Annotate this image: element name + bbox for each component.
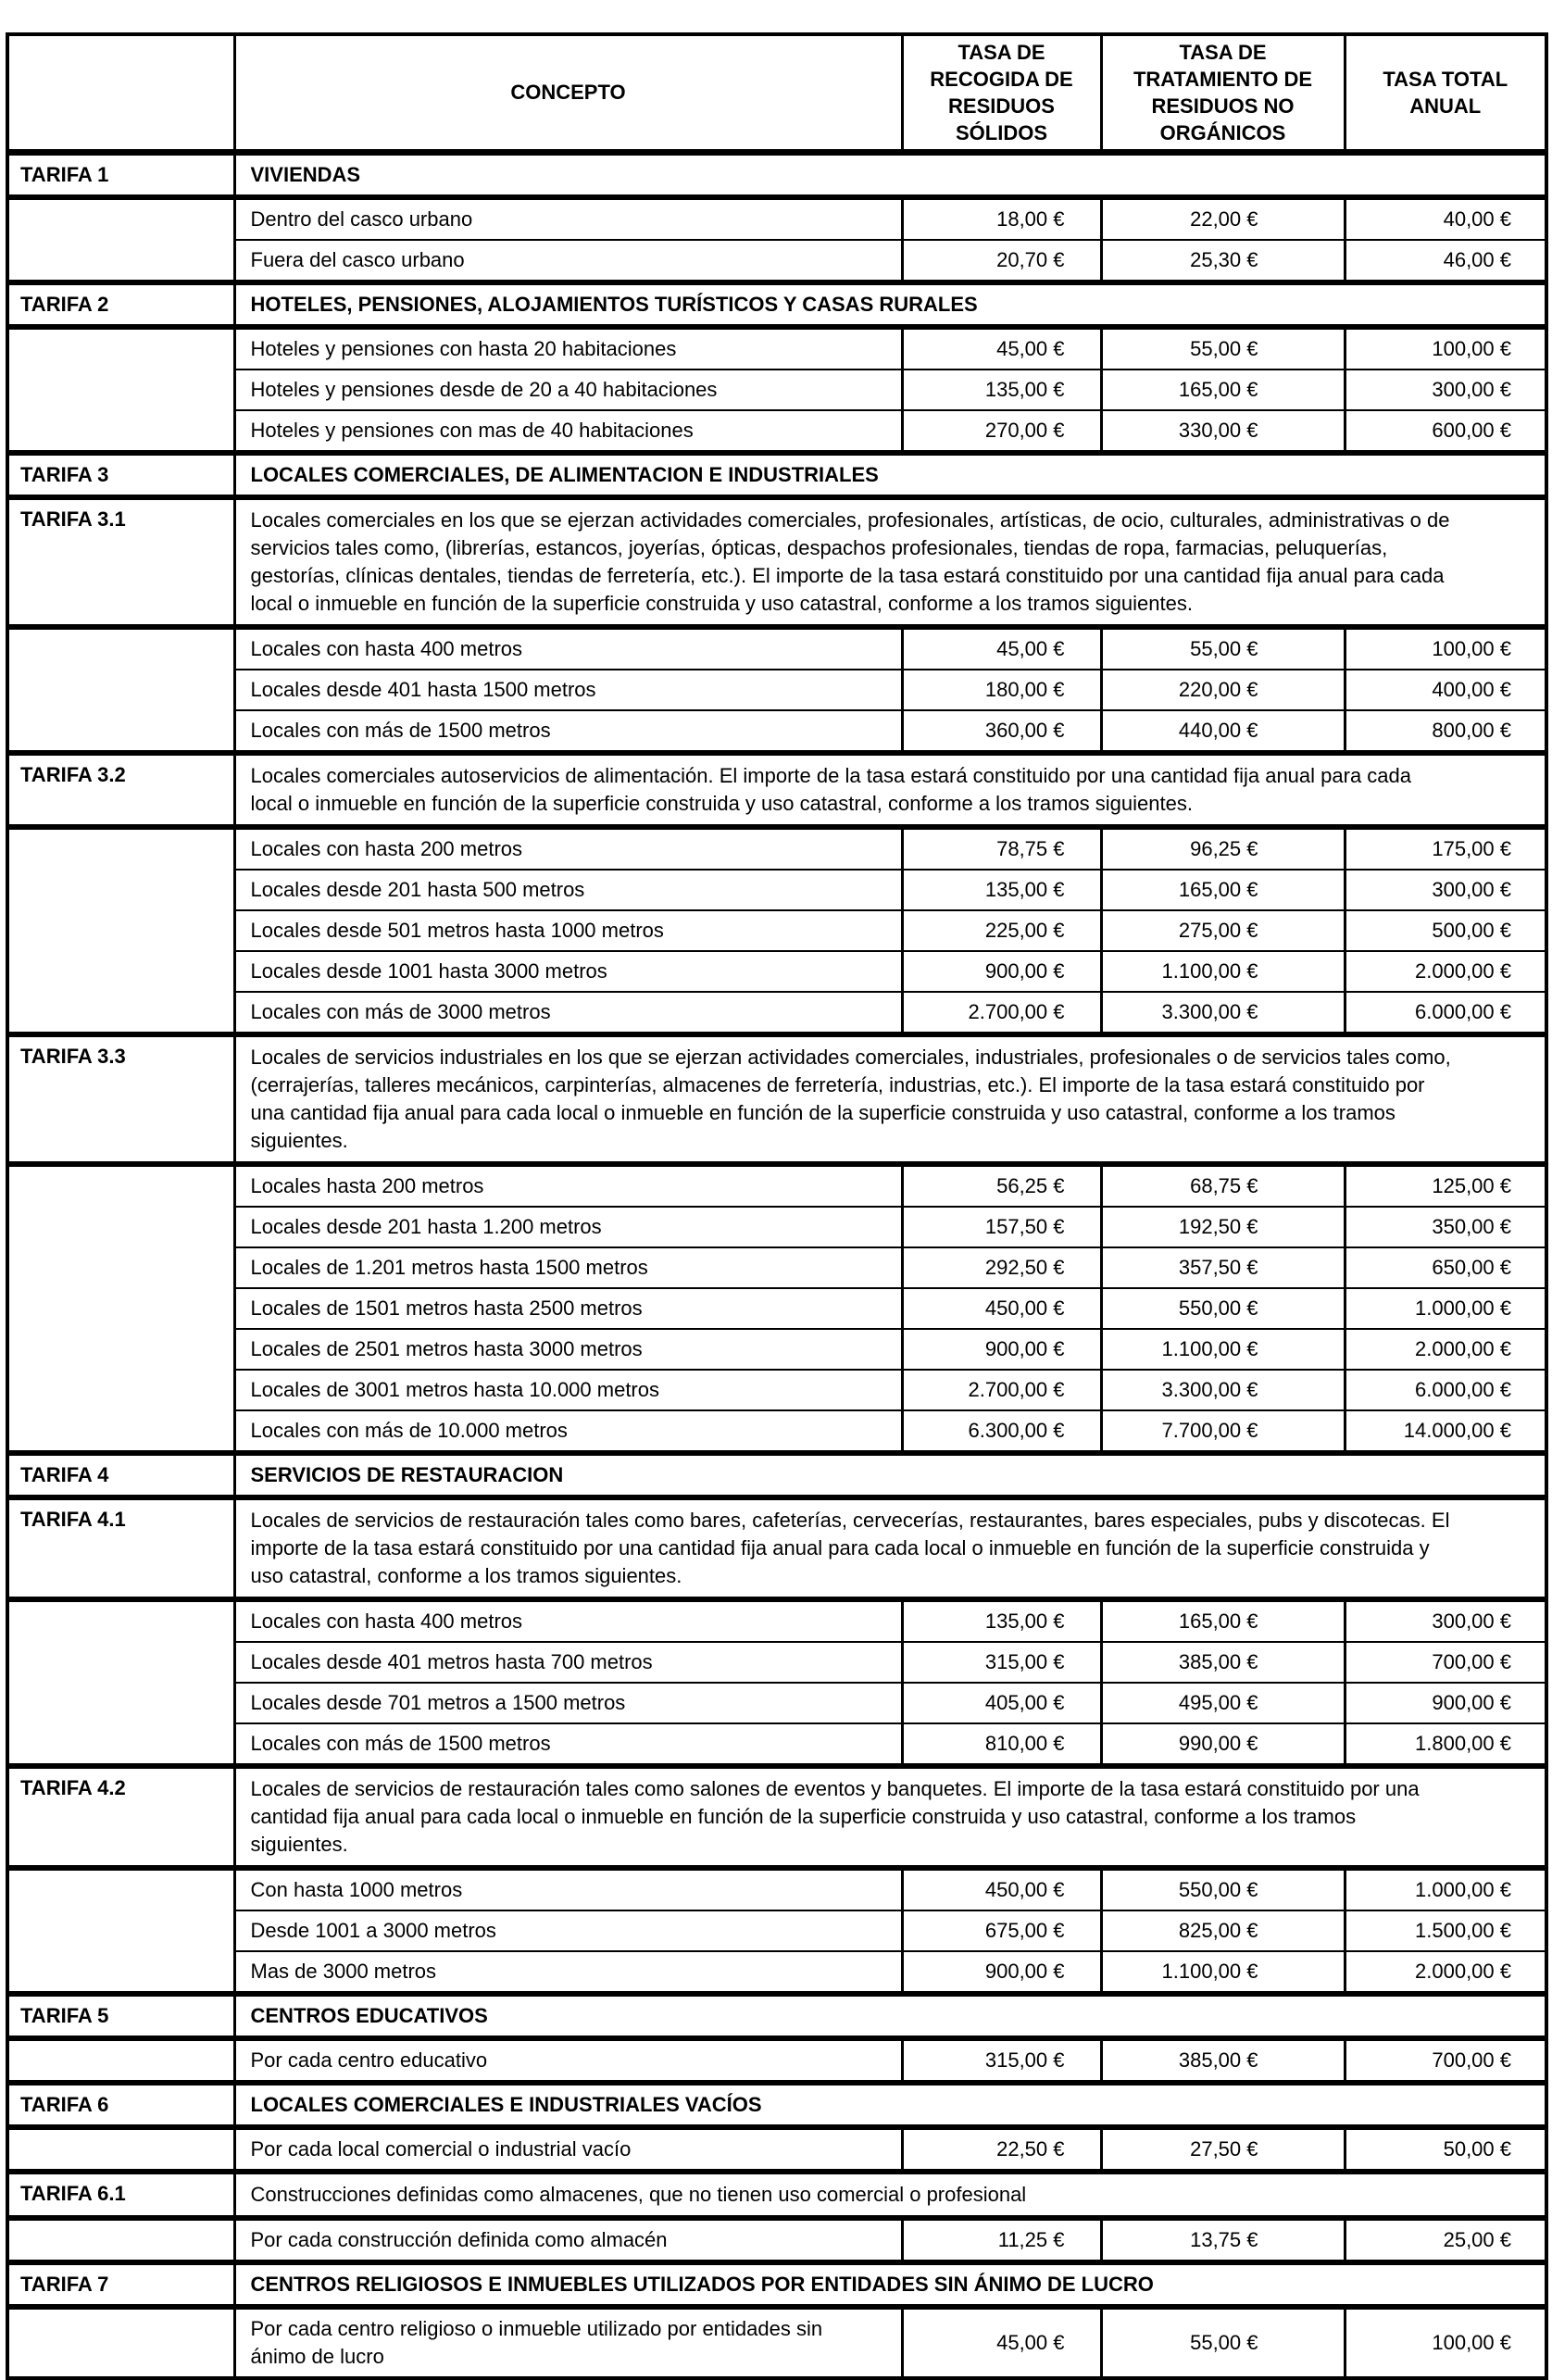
table-row bbox=[7, 2218, 1546, 2262]
tarifa-label: TARIFA 3.2 bbox=[7, 753, 234, 827]
concept-cell: Locales desde 401 hasta 1500 metros bbox=[234, 670, 902, 710]
concept-cell: Por cada construcción definida como almacén bbox=[234, 2218, 902, 2262]
spacer-cell bbox=[7, 2127, 234, 2172]
tarifa-label: TARIFA 4.2 bbox=[7, 1766, 234, 1868]
total-value-cell: 125,00 € bbox=[1345, 1164, 1546, 1207]
recogida-value-cell: 2.700,00 € bbox=[902, 992, 1101, 1034]
recogida-value-cell: 135,00 € bbox=[902, 370, 1101, 410]
table-header bbox=[7, 34, 1546, 153]
recogida-value-cell: 157,50 € bbox=[902, 1207, 1101, 1247]
table-body bbox=[7, 153, 1546, 2379]
section-title-row bbox=[7, 2083, 1546, 2127]
table-row bbox=[7, 1410, 1546, 1453]
tratamiento-value-cell: 68,75 € bbox=[1101, 1164, 1345, 1207]
tratamiento-value-cell: 3.300,00 € bbox=[1101, 1370, 1345, 1410]
section-description: Locales de servicios de restauración tales como salones de eventos y banquetes. El importe de la tasa estará constituido por una cantidad fija anual para cada local o inmueble en función de la superficie construida y uso catastral, conforme a los tramos siguientes. bbox=[234, 1766, 1546, 1868]
tarifa-label: TARIFA 3.1 bbox=[7, 497, 234, 627]
recogida-value-cell: 292,50 € bbox=[902, 1247, 1101, 1288]
tratamiento-value-cell: 385,00 € bbox=[1101, 1642, 1345, 1683]
tarifa-label: TARIFA 7 bbox=[7, 2262, 234, 2307]
tarifa-label: TARIFA 3.3 bbox=[7, 1034, 234, 1164]
tratamiento-value-cell: 13,75 € bbox=[1101, 2218, 1345, 2262]
recogida-value-cell: 78,75 € bbox=[902, 827, 1101, 870]
total-value-cell: 2.000,00 € bbox=[1345, 1951, 1546, 1994]
tarifa-label: TARIFA 5 bbox=[7, 1994, 234, 2038]
spacer-cell bbox=[7, 827, 234, 1034]
table-row bbox=[7, 1951, 1546, 1994]
total-value-cell: 500,00 € bbox=[1345, 910, 1546, 951]
recogida-value-cell: 45,00 € bbox=[902, 2307, 1101, 2378]
recogida-value-cell: 2.700,00 € bbox=[902, 1370, 1101, 1410]
section-title: HOTELES, PENSIONES, ALOJAMIENTOS TURÍSTICOS Y CASAS RURALES bbox=[234, 282, 1546, 327]
col-header-total: TASA TOTAL ANUAL bbox=[1345, 34, 1546, 153]
spacer-cell bbox=[7, 327, 234, 453]
recogida-value-cell: 405,00 € bbox=[902, 1683, 1101, 1723]
total-value-cell: 800,00 € bbox=[1345, 710, 1546, 753]
concept-cell: Locales con más de 1500 metros bbox=[234, 1723, 902, 1766]
table-row bbox=[7, 710, 1546, 753]
concept-cell: Locales desde 201 hasta 1.200 metros bbox=[234, 1207, 902, 1247]
table-row bbox=[7, 1207, 1546, 1247]
table-row bbox=[7, 197, 1546, 240]
recogida-value-cell: 18,00 € bbox=[902, 197, 1101, 240]
total-value-cell: 300,00 € bbox=[1345, 1599, 1546, 1642]
section-title-row bbox=[7, 153, 1546, 198]
recogida-value-cell: 675,00 € bbox=[902, 1910, 1101, 1951]
table-row bbox=[7, 327, 1546, 370]
table-row bbox=[7, 2038, 1546, 2083]
section-description-row bbox=[7, 753, 1546, 827]
fee-table bbox=[6, 32, 1548, 2380]
tratamiento-value-cell: 990,00 € bbox=[1101, 1723, 1345, 1766]
tratamiento-value-cell: 1.100,00 € bbox=[1101, 1951, 1345, 1994]
total-value-cell: 14.000,00 € bbox=[1345, 1410, 1546, 1453]
tratamiento-value-cell: 220,00 € bbox=[1101, 670, 1345, 710]
table-row bbox=[7, 370, 1546, 410]
spacer-cell bbox=[7, 2307, 234, 2378]
concept-cell: Hoteles y pensiones desde de 20 a 40 habitaciones bbox=[234, 370, 902, 410]
table-row bbox=[7, 1910, 1546, 1951]
tratamiento-value-cell: 25,30 € bbox=[1101, 240, 1345, 282]
recogida-value-cell: 900,00 € bbox=[902, 1329, 1101, 1370]
table-row bbox=[7, 1868, 1546, 1910]
col-header-recogida: TASA DE RECOGIDA DE RESIDUOS SÓLIDOS bbox=[902, 34, 1101, 153]
concept-cell: Locales desde 401 metros hasta 700 metros bbox=[234, 1642, 902, 1683]
total-value-cell: 50,00 € bbox=[1345, 2127, 1546, 2172]
total-value-cell: 175,00 € bbox=[1345, 827, 1546, 870]
recogida-value-cell: 225,00 € bbox=[902, 910, 1101, 951]
tratamiento-value-cell: 7.700,00 € bbox=[1101, 1410, 1345, 1453]
recogida-value-cell: 315,00 € bbox=[902, 2038, 1101, 2083]
concept-cell: Por cada local comercial o industrial vacío bbox=[234, 2127, 902, 2172]
total-value-cell: 40,00 € bbox=[1345, 197, 1546, 240]
col-header-concepto: CONCEPTO bbox=[234, 34, 902, 153]
tarifa-label: TARIFA 6 bbox=[7, 2083, 234, 2127]
tratamiento-value-cell: 27,50 € bbox=[1101, 2127, 1345, 2172]
concept-cell: Por cada centro educativo bbox=[234, 2038, 902, 2083]
spacer-cell bbox=[7, 2218, 234, 2262]
table-row bbox=[7, 2307, 1546, 2378]
tratamiento-value-cell: 550,00 € bbox=[1101, 1868, 1345, 1910]
concept-cell: Hoteles y pensiones con mas de 40 habitaciones bbox=[234, 410, 902, 453]
total-value-cell: 700,00 € bbox=[1345, 1642, 1546, 1683]
tratamiento-value-cell: 1.100,00 € bbox=[1101, 951, 1345, 992]
section-title: LOCALES COMERCIALES E INDUSTRIALES VACÍOS bbox=[234, 2083, 1546, 2127]
spacer-cell bbox=[7, 1868, 234, 1994]
tratamiento-value-cell: 1.100,00 € bbox=[1101, 1329, 1345, 1370]
tratamiento-value-cell: 495,00 € bbox=[1101, 1683, 1345, 1723]
table-row bbox=[7, 870, 1546, 910]
table-row bbox=[7, 2127, 1546, 2172]
tarifa-label: TARIFA 1 bbox=[7, 153, 234, 198]
concept-cell: Locales con más de 1500 metros bbox=[234, 710, 902, 753]
section-description: Locales comerciales autoservicios de alimentación. El importe de la tasa estará constituido por una cantidad fija anual para cada local o inmueble en función de la superficie construida y uso catastral, conforme a los tramos siguientes. bbox=[234, 753, 1546, 827]
concept-cell: Locales de 2501 metros hasta 3000 metros bbox=[234, 1329, 902, 1370]
total-value-cell: 1.000,00 € bbox=[1345, 1868, 1546, 1910]
section-description-row bbox=[7, 2172, 1546, 2218]
section-title: CENTROS EDUCATIVOS bbox=[234, 1994, 1546, 2038]
table-row bbox=[7, 827, 1546, 870]
concept-cell: Locales de 1.201 metros hasta 1500 metros bbox=[234, 1247, 902, 1288]
total-value-cell: 6.000,00 € bbox=[1345, 992, 1546, 1034]
section-title: LOCALES COMERCIALES, DE ALIMENTACION E INDUSTRIALES bbox=[234, 453, 1546, 497]
table-row bbox=[7, 670, 1546, 710]
spacer-cell bbox=[7, 1599, 234, 1766]
table-row bbox=[7, 1164, 1546, 1207]
table-row bbox=[7, 1288, 1546, 1329]
table-row bbox=[7, 1370, 1546, 1410]
recogida-value-cell: 900,00 € bbox=[902, 951, 1101, 992]
table-row bbox=[7, 410, 1546, 453]
recogida-value-cell: 450,00 € bbox=[902, 1868, 1101, 1910]
concept-cell: Locales desde 701 metros a 1500 metros bbox=[234, 1683, 902, 1723]
section-description-row bbox=[7, 1766, 1546, 1868]
spacer-cell bbox=[7, 197, 234, 282]
section-title: SERVICIOS DE RESTAURACION bbox=[234, 1453, 1546, 1497]
tratamiento-value-cell: 165,00 € bbox=[1101, 870, 1345, 910]
recogida-value-cell: 56,25 € bbox=[902, 1164, 1101, 1207]
total-value-cell: 1.800,00 € bbox=[1345, 1723, 1546, 1766]
table-row bbox=[7, 1642, 1546, 1683]
recogida-value-cell: 450,00 € bbox=[902, 1288, 1101, 1329]
concept-cell: Locales con hasta 400 metros bbox=[234, 1599, 902, 1642]
tratamiento-value-cell: 192,50 € bbox=[1101, 1207, 1345, 1247]
total-value-cell: 46,00 € bbox=[1345, 240, 1546, 282]
concept-cell: Mas de 3000 metros bbox=[234, 1951, 902, 1994]
table-row bbox=[7, 240, 1546, 282]
recogida-value-cell: 11,25 € bbox=[902, 2218, 1101, 2262]
tratamiento-value-cell: 357,50 € bbox=[1101, 1247, 1345, 1288]
concept-cell: Fuera del casco urbano bbox=[234, 240, 902, 282]
concept-cell: Dentro del casco urbano bbox=[234, 197, 902, 240]
col-header-tratamiento: TASA DE TRATAMIENTO DE RESIDUOS NO ORGÁNICOS bbox=[1101, 34, 1345, 153]
total-value-cell: 900,00 € bbox=[1345, 1683, 1546, 1723]
concept-cell: Locales desde 501 metros hasta 1000 metros bbox=[234, 910, 902, 951]
concept-cell: Desde 1001 a 3000 metros bbox=[234, 1910, 902, 1951]
spacer-cell bbox=[7, 1164, 234, 1453]
table-row bbox=[7, 1723, 1546, 1766]
table-row bbox=[7, 627, 1546, 670]
section-description: Locales de servicios de restauración tales como bares, cafeterías, cervecerías, restaurantes, bares especiales, pubs y discotecas. El importe de la tasa estará constituido por una cantidad fija anual para cada local o inmueble en función de la superficie construida y uso catastral, conforme a los tramos siguientes. bbox=[234, 1497, 1546, 1599]
concept-cell: Locales de 1501 metros hasta 2500 metros bbox=[234, 1288, 902, 1329]
total-value-cell: 300,00 € bbox=[1345, 370, 1546, 410]
recogida-value-cell: 360,00 € bbox=[902, 710, 1101, 753]
concept-cell: Por cada centro religioso o inmueble utilizado por entidades sin ánimo de lucro bbox=[234, 2307, 902, 2378]
table-row bbox=[7, 1599, 1546, 1642]
section-title-row bbox=[7, 453, 1546, 497]
concept-cell: Locales con más de 3000 metros bbox=[234, 992, 902, 1034]
tratamiento-value-cell: 55,00 € bbox=[1101, 327, 1345, 370]
total-value-cell: 100,00 € bbox=[1345, 627, 1546, 670]
total-value-cell: 1.500,00 € bbox=[1345, 1910, 1546, 1951]
tarifa-label: TARIFA 6.1 bbox=[7, 2172, 234, 2218]
total-value-cell: 25,00 € bbox=[1345, 2218, 1546, 2262]
tratamiento-value-cell: 55,00 € bbox=[1101, 627, 1345, 670]
total-value-cell: 600,00 € bbox=[1345, 410, 1546, 453]
concept-cell: Locales desde 1001 hasta 3000 metros bbox=[234, 951, 902, 992]
section-title: CENTROS RELIGIOSOS E INMUEBLES UTILIZADOS POR ENTIDADES SIN ÁNIMO DE LUCRO bbox=[234, 2262, 1546, 2307]
tratamiento-value-cell: 275,00 € bbox=[1101, 910, 1345, 951]
total-value-cell: 400,00 € bbox=[1345, 670, 1546, 710]
corner-cell bbox=[7, 34, 234, 153]
section-title-row bbox=[7, 282, 1546, 327]
section-description: Construcciones definidas como almacenes, que no tienen uso comercial o profesional bbox=[234, 2172, 1546, 2218]
table-row bbox=[7, 1329, 1546, 1370]
section-description-row bbox=[7, 497, 1546, 627]
recogida-value-cell: 22,50 € bbox=[902, 2127, 1101, 2172]
tarifa-label: TARIFA 2 bbox=[7, 282, 234, 327]
tratamiento-value-cell: 550,00 € bbox=[1101, 1288, 1345, 1329]
total-value-cell: 650,00 € bbox=[1345, 1247, 1546, 1288]
concept-cell: Locales con más de 10.000 metros bbox=[234, 1410, 902, 1453]
recogida-value-cell: 315,00 € bbox=[902, 1642, 1101, 1683]
section-description: Locales comerciales en los que se ejerzan actividades comerciales, profesionales, artísticas, de ocio, culturales, administrativas o de servicios tales como, (librerías, estancos, joyerías, ópticas, despachos profesionales, tiendas de ropa, farmacias, peluquerías, gestorías, clínicas dentales, tiendas de ferretería, etc.). El importe de la tasa estará constituido por una cantidad fija anual para cada local o inmueble en función de la superficie construida y uso catastral, conforme a los tramos siguientes. bbox=[234, 497, 1546, 627]
tratamiento-value-cell: 96,25 € bbox=[1101, 827, 1345, 870]
section-title: VIVIENDAS bbox=[234, 153, 1546, 198]
recogida-value-cell: 900,00 € bbox=[902, 1951, 1101, 1994]
tratamiento-value-cell: 165,00 € bbox=[1101, 370, 1345, 410]
concept-cell: Con hasta 1000 metros bbox=[234, 1868, 902, 1910]
tratamiento-value-cell: 385,00 € bbox=[1101, 2038, 1345, 2083]
table-row bbox=[7, 910, 1546, 951]
recogida-value-cell: 20,70 € bbox=[902, 240, 1101, 282]
tratamiento-value-cell: 165,00 € bbox=[1101, 1599, 1345, 1642]
total-value-cell: 100,00 € bbox=[1345, 327, 1546, 370]
section-description-row bbox=[7, 1034, 1546, 1164]
total-value-cell: 100,00 € bbox=[1345, 2307, 1546, 2378]
tratamiento-value-cell: 3.300,00 € bbox=[1101, 992, 1345, 1034]
recogida-value-cell: 135,00 € bbox=[902, 1599, 1101, 1642]
section-description-row bbox=[7, 1497, 1546, 1599]
tarifa-label: TARIFA 3 bbox=[7, 453, 234, 497]
recogida-value-cell: 45,00 € bbox=[902, 327, 1101, 370]
table-row bbox=[7, 951, 1546, 992]
section-description: Locales de servicios industriales en los que se ejerzan actividades comerciales, industriales, profesionales o de servicios tales como, (cerrajerías, talleres mecánicos, carpinterías, almacenes de ferretería, industrias, etc.). El importe de la tasa estará constituido por una cantidad fija anual para cada local o inmueble en función de la superficie construida y uso catastral, conforme a los tramos siguientes. bbox=[234, 1034, 1546, 1164]
section-title-row bbox=[7, 2262, 1546, 2307]
section-title-row bbox=[7, 1994, 1546, 2038]
tratamiento-value-cell: 440,00 € bbox=[1101, 710, 1345, 753]
table-row bbox=[7, 1683, 1546, 1723]
recogida-value-cell: 810,00 € bbox=[902, 1723, 1101, 1766]
spacer-cell bbox=[7, 627, 234, 753]
total-value-cell: 700,00 € bbox=[1345, 2038, 1546, 2083]
total-value-cell: 6.000,00 € bbox=[1345, 1370, 1546, 1410]
recogida-value-cell: 6.300,00 € bbox=[902, 1410, 1101, 1453]
concept-cell: Hoteles y pensiones con hasta 20 habitaciones bbox=[234, 327, 902, 370]
tratamiento-value-cell: 55,00 € bbox=[1101, 2307, 1345, 2378]
total-value-cell: 1.000,00 € bbox=[1345, 1288, 1546, 1329]
concept-cell: Locales hasta 200 metros bbox=[234, 1164, 902, 1207]
concept-cell: Locales con hasta 400 metros bbox=[234, 627, 902, 670]
header-row bbox=[7, 34, 1546, 153]
total-value-cell: 2.000,00 € bbox=[1345, 951, 1546, 992]
spacer-cell bbox=[7, 2038, 234, 2083]
table-row bbox=[7, 1247, 1546, 1288]
tarifa-label: TARIFA 4.1 bbox=[7, 1497, 234, 1599]
tratamiento-value-cell: 22,00 € bbox=[1101, 197, 1345, 240]
section-title-row bbox=[7, 1453, 1546, 1497]
tratamiento-value-cell: 330,00 € bbox=[1101, 410, 1345, 453]
recogida-value-cell: 180,00 € bbox=[902, 670, 1101, 710]
total-value-cell: 350,00 € bbox=[1345, 1207, 1546, 1247]
table-row bbox=[7, 992, 1546, 1034]
concept-cell: Locales de 3001 metros hasta 10.000 metros bbox=[234, 1370, 902, 1410]
total-value-cell: 2.000,00 € bbox=[1345, 1329, 1546, 1370]
tratamiento-value-cell: 825,00 € bbox=[1101, 1910, 1345, 1951]
concept-cell: Locales con hasta 200 metros bbox=[234, 827, 902, 870]
recogida-value-cell: 270,00 € bbox=[902, 410, 1101, 453]
recogida-value-cell: 45,00 € bbox=[902, 627, 1101, 670]
concept-cell: Locales desde 201 hasta 500 metros bbox=[234, 870, 902, 910]
recogida-value-cell: 135,00 € bbox=[902, 870, 1101, 910]
total-value-cell: 300,00 € bbox=[1345, 870, 1546, 910]
tarifa-label: TARIFA 4 bbox=[7, 1453, 234, 1497]
